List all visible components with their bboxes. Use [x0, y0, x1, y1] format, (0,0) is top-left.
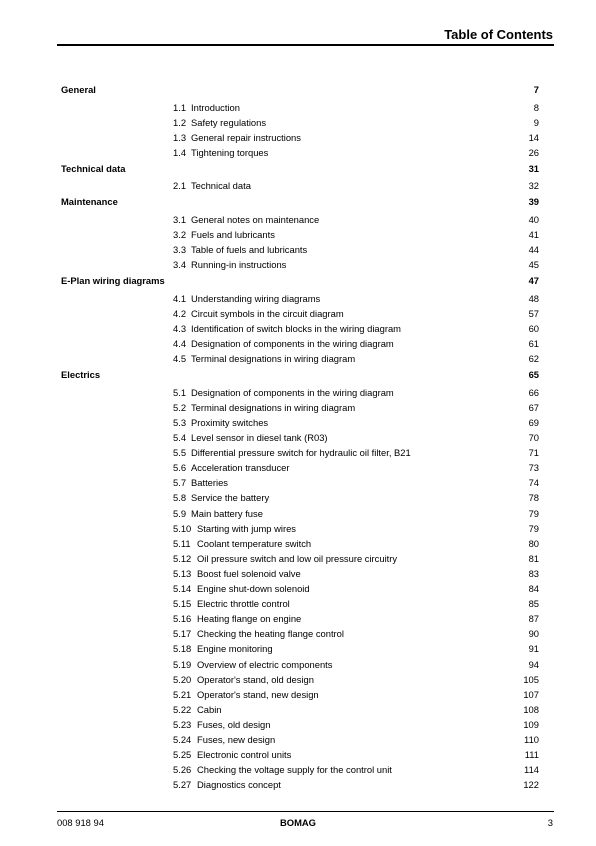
toc-section-number: 4.4 [173, 338, 187, 350]
toc-section-number: 5.16 [173, 613, 192, 625]
toc-section-title: Fuses, new design [197, 733, 276, 745]
toc-page-number: 8 [533, 101, 539, 113]
toc-section-row [61, 536, 539, 551]
toc-section-number: 4.1 [173, 292, 187, 304]
toc-page-number: 70 [528, 432, 539, 444]
toc-page-number: 48 [528, 292, 539, 304]
toc-section-row [61, 732, 539, 747]
toc-page-number: 79 [528, 522, 539, 534]
toc-page-number: 87 [528, 613, 539, 625]
toc-page-number: 109 [523, 718, 539, 730]
toc-section-title: Terminal designations in wiring diagram [191, 401, 356, 413]
toc-section-title: Technical data [191, 180, 251, 192]
toc-section-title: Fuels and lubricants [191, 229, 275, 241]
toc-chapter-title: General [61, 84, 96, 95]
toc-section-title: Circuit symbols in the circuit diagram [191, 307, 344, 319]
toc-page-number: 45 [528, 259, 539, 271]
toc-page-number: 44 [528, 244, 539, 256]
toc-section-row [61, 581, 539, 596]
toc-section-number: 5.25 [173, 749, 192, 761]
toc-page-number: 78 [528, 492, 539, 504]
footer-divider [57, 811, 554, 812]
toc-section-row [61, 430, 539, 445]
toc-section-row [61, 641, 539, 656]
toc-section-title: Level sensor in diesel tank (R03) [191, 432, 328, 444]
toc-section-number: 4.3 [173, 323, 187, 335]
toc-page-number: 39 [528, 196, 539, 208]
toc-section-row [61, 687, 539, 702]
toc-section-title: Introduction [191, 101, 240, 113]
document-number: 008 918 94 [57, 817, 104, 828]
toc-section-title: Operator's stand, old design [197, 673, 314, 685]
page-number: 3 [547, 817, 553, 828]
toc-section-row [61, 100, 539, 115]
toc-section-number: 5.5 [173, 447, 187, 459]
toc-section-title: Heating flange on engine [197, 613, 302, 625]
toc-section-title: General notes on maintenance [191, 213, 320, 225]
toc-section-number: 5.9 [173, 507, 187, 519]
toc-section-row [61, 178, 539, 193]
toc-section-number: 5.21 [173, 688, 192, 700]
toc-section-row [61, 596, 539, 611]
toc-section-row [61, 672, 539, 687]
toc-section-row [61, 306, 539, 321]
toc-section-row [61, 611, 539, 626]
toc-section-title: Checking the voltage supply for the control unit [197, 764, 392, 776]
toc-section-number: 5.4 [173, 432, 187, 444]
toc-section-row [61, 702, 539, 717]
toc-section-row [61, 257, 539, 272]
toc-section-row [61, 490, 539, 505]
toc-section-row [61, 551, 539, 566]
toc-section-number: 5.24 [173, 733, 192, 745]
toc-section-row [61, 747, 539, 762]
toc-section-title: Engine monitoring [197, 643, 273, 655]
toc-section-title: Proximity switches [191, 417, 269, 428]
toc-page-number: 94 [528, 658, 539, 670]
toc-section-number: 5.11 [173, 537, 191, 549]
toc-section-number: 5.8 [173, 492, 187, 504]
toc-section-title: Fuses, old design [197, 718, 271, 730]
toc-chapter-row [61, 273, 539, 291]
toc-page-number: 61 [528, 338, 539, 350]
toc-section-title: Table of fuels and lubricants [191, 244, 308, 256]
toc-section-number: 3.4 [173, 259, 187, 271]
toc-page-number: 71 [528, 447, 539, 459]
toc-section-row [61, 336, 539, 351]
toc-section-row [61, 115, 539, 130]
toc-section-row [61, 626, 539, 641]
toc-section-row [61, 415, 539, 430]
toc-section-number: 3.3 [173, 244, 187, 256]
toc-section-title: Oil pressure switch and low oil pressure circuitry [197, 552, 398, 564]
toc-section-row [61, 385, 539, 400]
toc-chapter-title: Technical data [61, 162, 126, 174]
toc-section-row [61, 242, 539, 257]
toc-section-title: Engine shut-down solenoid [197, 583, 310, 595]
toc-section-number: 5.12 [173, 552, 192, 564]
toc-section-title: Electric throttle control [197, 598, 290, 610]
toc-section-row [61, 566, 539, 581]
toc-page-number: 85 [528, 598, 539, 610]
toc-chapter-row [61, 161, 539, 179]
toc-page-number: 66 [528, 386, 539, 398]
toc-section-number: 5.10 [173, 522, 192, 534]
toc-section-number: 5.26 [173, 764, 192, 776]
toc-section-number: 5.19 [173, 658, 192, 670]
toc-page-number: 57 [528, 307, 539, 319]
toc-section-row [61, 445, 539, 460]
toc-section-title: Operator's stand, new design [197, 688, 319, 700]
toc-chapter-title: Maintenance [61, 196, 118, 208]
toc-section-number: 4.5 [173, 353, 187, 365]
toc-section-number: 5.13 [173, 567, 192, 579]
toc-page-number: 31 [528, 162, 539, 174]
toc-section-number: 5.2 [173, 401, 187, 413]
toc-page-number: 69 [528, 417, 539, 428]
toc-section-row [61, 400, 539, 415]
toc-section-title: Starting with jump wires [197, 522, 296, 534]
toc-section-title: Cabin [197, 703, 222, 715]
toc-section-number: 5.17 [173, 628, 192, 640]
toc-page-number: 32 [528, 180, 539, 192]
toc-section-row [61, 657, 539, 672]
toc-section-title: Checking the heating flange control [197, 628, 344, 640]
toc-section-number: 5.15 [173, 598, 192, 610]
toc-section-number: 1.3 [173, 131, 187, 143]
toc-page-number: 73 [528, 462, 539, 474]
toc-section-number: 3.2 [173, 229, 187, 241]
toc-page-number: 47 [528, 275, 539, 287]
toc-section-number: 5.18 [173, 643, 192, 655]
toc-section-title: Diagnostics concept [197, 779, 281, 791]
toc-section-number: 1.4 [173, 146, 187, 158]
toc-section-number: 5.20 [173, 673, 192, 685]
toc-page-number: 80 [528, 537, 539, 549]
toc-section-row [61, 460, 539, 475]
toc-section-title: Coolant temperature switch [197, 537, 312, 549]
toc-page-number: 122 [523, 779, 539, 791]
toc-section-title: Running-in instructions [191, 259, 287, 271]
toc-page-number: 67 [528, 401, 539, 413]
toc-page-number: 111 [524, 749, 539, 761]
toc-page-number: 90 [528, 628, 539, 640]
toc-page-number: 74 [528, 477, 539, 489]
toc-section-number: 4.2 [173, 307, 187, 319]
toc-page-number: 41 [528, 229, 539, 241]
toc-page-number: 14 [528, 131, 539, 143]
page-title: Table of Contents [444, 27, 553, 42]
toc-page-number: 105 [523, 673, 539, 685]
toc-section-row [61, 321, 539, 336]
toc-section-row [61, 130, 539, 145]
toc-section-title: Overview of electric components [197, 658, 333, 670]
toc-page-number: 79 [528, 507, 539, 519]
toc-page-number: 91 [528, 643, 539, 655]
toc-page-number: 40 [528, 213, 539, 225]
toc-section-number: 5.3 [173, 417, 187, 428]
toc-section-number: 5.23 [173, 718, 192, 730]
toc-section-title: Identification of switch blocks in the wiring diagram [191, 323, 401, 335]
toc-section-title: Designation of components in the wiring diagram [191, 386, 394, 398]
toc-section-title: Boost fuel solenoid valve [197, 567, 301, 579]
toc-page-number: 26 [528, 146, 539, 158]
toc-section-number: 5.22 [173, 703, 192, 715]
toc-section-title: Designation of components in the wiring diagram [191, 338, 394, 350]
toc-section-title: Electronic control units [197, 749, 292, 761]
toc-section-row [61, 777, 539, 792]
toc-section-number: 3.1 [173, 213, 187, 225]
toc-section-number: 5.1 [173, 386, 187, 398]
toc-page-number: 9 [533, 116, 539, 128]
toc-chapter-title: E-Plan wiring diagrams [61, 275, 165, 287]
toc-section-number: 1.2 [173, 116, 187, 128]
toc-section-row [61, 506, 539, 521]
toc-chapter-row [61, 367, 539, 385]
toc-section-number: 5.7 [173, 477, 187, 489]
toc-section-title: Terminal designations in wiring diagram [191, 353, 356, 365]
toc-page-number: 84 [528, 583, 539, 595]
toc-section-number: 2.1 [173, 180, 187, 192]
toc-page-number: 7 [533, 84, 539, 95]
toc-section-title: Service the battery [191, 492, 270, 504]
toc-page-number: 83 [528, 567, 539, 579]
toc-section-row [61, 717, 539, 732]
toc-page-number: 108 [523, 703, 539, 715]
toc-section-title: Differential pressure switch for hydraulic oil filter, B21 [191, 447, 411, 459]
header-divider [57, 44, 554, 46]
toc-section-row [61, 291, 539, 306]
toc-section-title: Understanding wiring diagrams [191, 292, 321, 304]
toc-section-row [61, 475, 539, 490]
table-of-contents [61, 81, 539, 792]
toc-section-number: 5.14 [173, 583, 192, 595]
toc-section-title: Safety regulations [191, 116, 267, 128]
toc-section-row [61, 521, 539, 536]
toc-page-number: 107 [523, 688, 539, 700]
brand-name: BOMAG [280, 817, 316, 828]
toc-page-number: 81 [528, 552, 539, 564]
toc-page-number: 60 [528, 323, 539, 335]
toc-chapter-row [61, 82, 539, 100]
toc-section-row [61, 145, 539, 160]
toc-section-title: Acceleration transducer [191, 462, 290, 474]
toc-section-number: 5.6 [173, 462, 187, 474]
toc-chapter-title: Electrics [61, 369, 101, 381]
toc-page-number: 65 [528, 369, 539, 381]
toc-section-title: General repair instructions [191, 131, 301, 143]
toc-chapter-row [61, 194, 539, 212]
toc-page-number: 62 [528, 353, 539, 365]
toc-section-title: Tightening torques [191, 146, 269, 158]
toc-page-number: 110 [524, 733, 539, 745]
toc-page-number: 114 [524, 764, 539, 776]
toc-section-number: 5.27 [173, 779, 192, 791]
toc-section-row [61, 227, 539, 242]
toc-section-row [61, 212, 539, 227]
toc-section-number: 1.1 [173, 101, 187, 113]
toc-section-title: Batteries [191, 477, 228, 489]
toc-section-row [61, 351, 539, 366]
toc-section-row [61, 762, 539, 777]
toc-section-title: Main battery fuse [191, 507, 263, 519]
